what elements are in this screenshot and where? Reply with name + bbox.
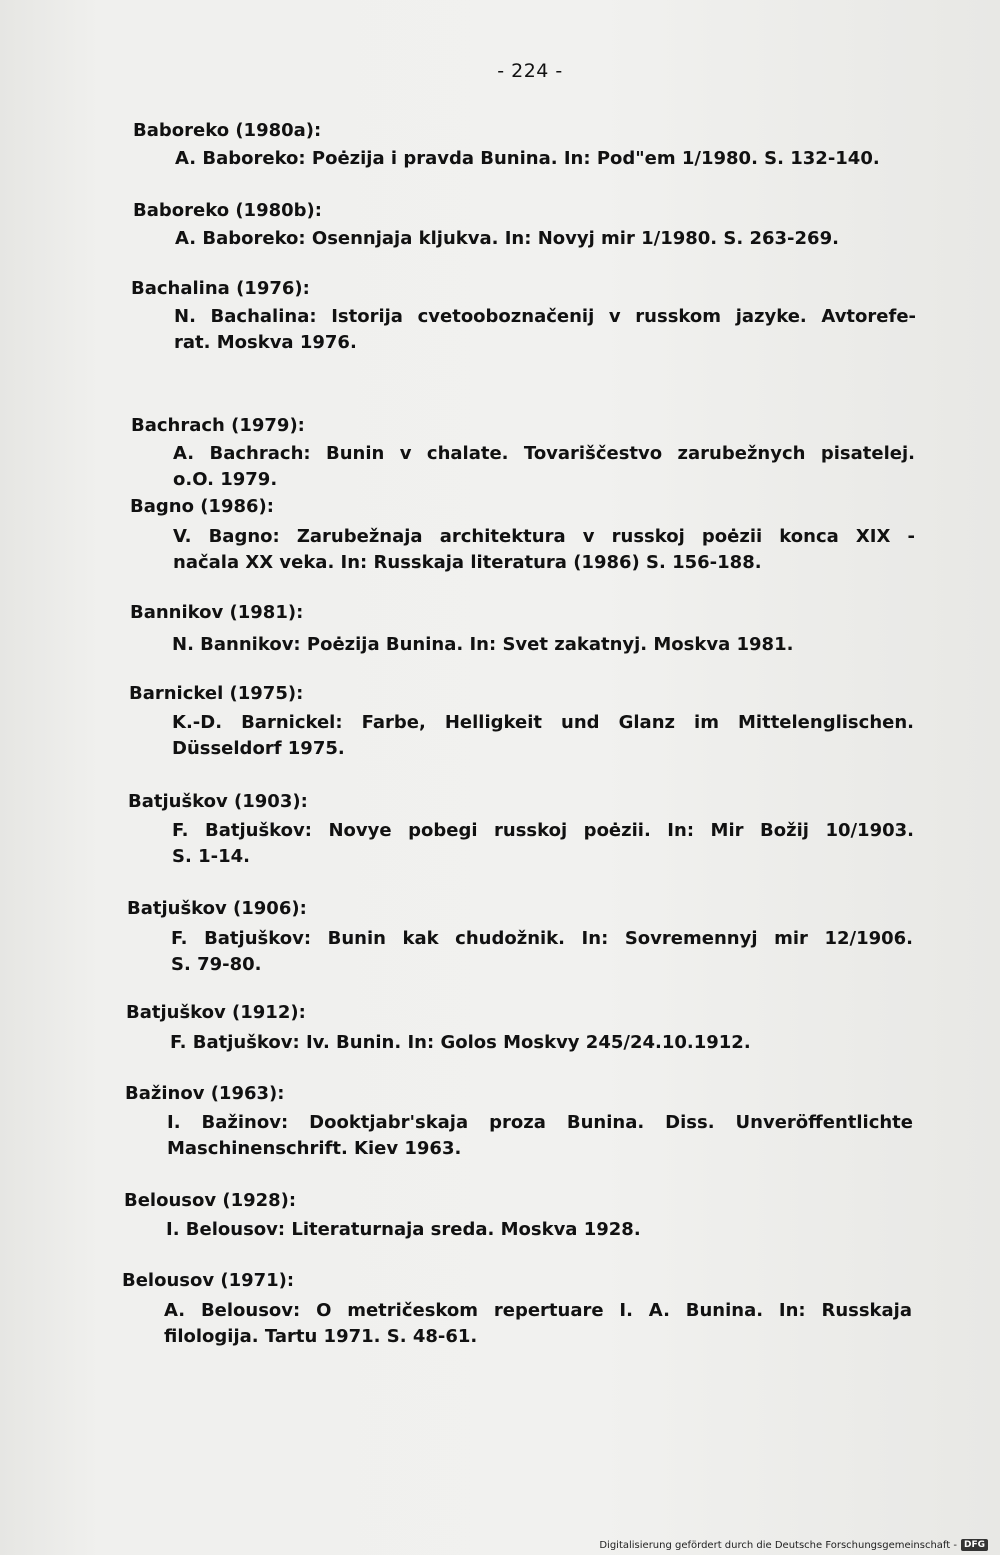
- entry-heading: Baboreko (1980a):: [133, 120, 322, 141]
- entry-citation: [173, 524, 915, 576]
- citation-line: rat. Moskva 1976.: [174, 332, 357, 353]
- entry-heading: Belousov (1928):: [124, 1190, 297, 1211]
- citation-line: A. Baboreko: Poėzija i pravda Bunina. In: Pod"em 1/1980. S. 132-140.: [175, 148, 880, 169]
- page-number: - 224 -: [497, 60, 563, 82]
- entry-heading: Bagno (1986):: [130, 496, 274, 517]
- entry-heading: Barnickel (1975):: [129, 683, 304, 704]
- citation-line: N. Bachalina: Istorija cvetooboznačenij v russkom jazyke. Avtorefe-: [174, 306, 916, 327]
- entry-citation: [174, 304, 916, 356]
- entry-citation: [170, 1030, 912, 1056]
- citation-line: A. Bachrach: Bunin v chalate. Tovariščestvo zarubežnych pisatelej.: [173, 443, 915, 464]
- citation-line: F. Batjuškov: Bunin kak chudožnik. In: Sovremennyj mir 12/1906.: [171, 928, 913, 949]
- entry-heading: Bažinov (1963):: [125, 1083, 285, 1104]
- digitization-footer: [599, 1539, 988, 1551]
- entry-heading: Bachalina (1976):: [131, 278, 310, 299]
- citation-line: A. Belousov: O metričeskom repertuare I. A. Bunina. In: Russkaja: [164, 1300, 912, 1321]
- citation-line: Düsseldorf 1975.: [172, 738, 345, 759]
- entry-heading: Bannikov (1981):: [130, 602, 304, 623]
- citation-line: Maschinenschrift. Kiev 1963.: [167, 1138, 462, 1159]
- entry-heading: Bachrach (1979):: [131, 415, 305, 436]
- citation-line: F. Batjuškov: Novye pobegi russkoj poėzii. In: Mir Božij 10/1903.: [172, 820, 914, 841]
- entry-heading: Batjuškov (1903):: [128, 791, 308, 812]
- citation-line: I. Belousov: Literaturnaja sreda. Moskva 1928.: [166, 1219, 641, 1240]
- entry-citation: [172, 710, 914, 762]
- entry-citation: [172, 632, 914, 658]
- citation-line: V. Bagno: Zarubežnaja architektura v russkoj poėzii konca XIX -: [173, 526, 915, 547]
- entry-citation: [175, 146, 910, 172]
- entry-heading: Belousov (1971):: [122, 1270, 295, 1291]
- footer-text: Digitalisierung gefördert durch die Deutsche Forschungsgemeinschaft -: [599, 1539, 957, 1551]
- citation-line: S. 79-80.: [171, 954, 262, 975]
- entry-citation: [173, 441, 915, 493]
- entry-citation: [164, 1298, 912, 1350]
- entry-citation: [172, 818, 914, 870]
- citation-line: S. 1-14.: [172, 846, 250, 867]
- entry-heading: Baboreko (1980b):: [133, 200, 322, 221]
- citation-line: o.O. 1979.: [173, 469, 278, 490]
- entry-citation: [171, 926, 913, 978]
- entry-citation: [167, 1110, 913, 1162]
- entry-citation: [175, 226, 910, 252]
- citation-line: filologija. Tartu 1971. S. 48-61.: [164, 1326, 478, 1347]
- citation-line: načala XX veka. In: Russkaja literatura (1986) S. 156-188.: [173, 552, 762, 573]
- citation-line: F. Batjuškov: Iv. Bunin. In: Golos Moskvy 245/24.10.1912.: [170, 1032, 751, 1053]
- citation-line: I. Bažinov: Dooktjabr'skaja proza Bunina. Diss. Unveröffentlichte: [167, 1112, 913, 1133]
- entry-heading: Batjuškov (1912):: [126, 1002, 306, 1023]
- entry-citation: [166, 1217, 912, 1243]
- entry-heading: Batjuškov (1906):: [127, 898, 307, 919]
- citation-line: N. Bannikov: Poėzija Bunina. In: Svet zakatnyj. Moskva 1981.: [172, 634, 794, 655]
- dfg-logo: DFG: [961, 1539, 988, 1551]
- citation-line: A. Baboreko: Osennjaja kljukva. In: Novyj mir 1/1980. S. 263-269.: [175, 228, 839, 249]
- citation-line: K.-D. Barnickel: Farbe, Helligkeit und Glanz im Mittelenglischen.: [172, 712, 914, 733]
